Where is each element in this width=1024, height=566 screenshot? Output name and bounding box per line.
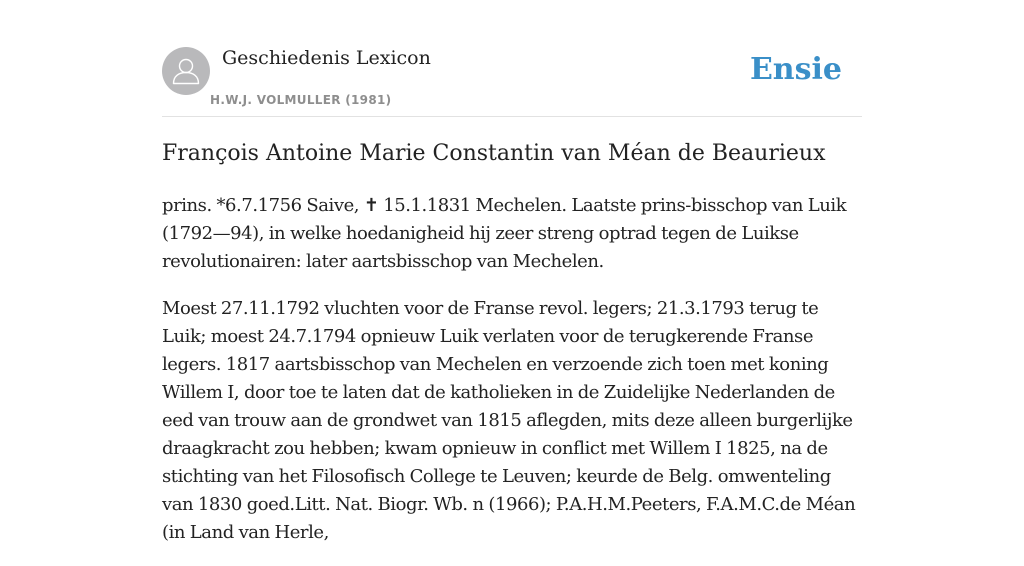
article-paragraph: Moest 27.11.1792 vluchten voor de Franse revol. legers; 21.3.1793 terug te Luik; moest 24.7.1794 opnieuw Luik verlaten voor de terugkerende Franse legers. 1817 aartsbisschop van Mechelen en verzoende zich toen met koning Willem I, door toe te laten dat de katholieken in de Zuidelijke Nederlanden de eed van trouw aan de grondwet van 1815 aflegden, mits deze alleen burgerlijke draagkracht zou hebben; kwam opnieuw in conflict met Willem I 1825, na de stichting van het Filosofisch College te Leuven; keurde de Belg. omwenteling van 1830 goed.Litt. Nat. Biogr. Wb. n (1966); P.A.H.M.Peeters, F.A.M.C.de Méan (in Land van Herle,	[162, 298, 856, 543]
source-header	[162, 46, 862, 117]
source-author: H.W.J. VOLMULLER (1981)	[210, 93, 392, 107]
article-title: François Antoine Marie Constantin van Méan de Beaurieux	[162, 141, 826, 166]
article-body	[162, 192, 862, 566]
user-icon[interactable]	[162, 47, 210, 95]
source-title[interactable]: Geschiedenis Lexicon	[222, 47, 431, 69]
brand-logo[interactable]: Ensie	[749, 52, 842, 87]
article-paragraph: prins. *6.7.1756 Saive, ✝ 15.1.1831 Mechelen. Laatste prins-bisschop van Luik (1792—94), in welke hoedanigheid hij zeer streng optrad tegen de Luikse revolutionairen: later aartsbisschop van Mechelen.	[162, 195, 847, 272]
